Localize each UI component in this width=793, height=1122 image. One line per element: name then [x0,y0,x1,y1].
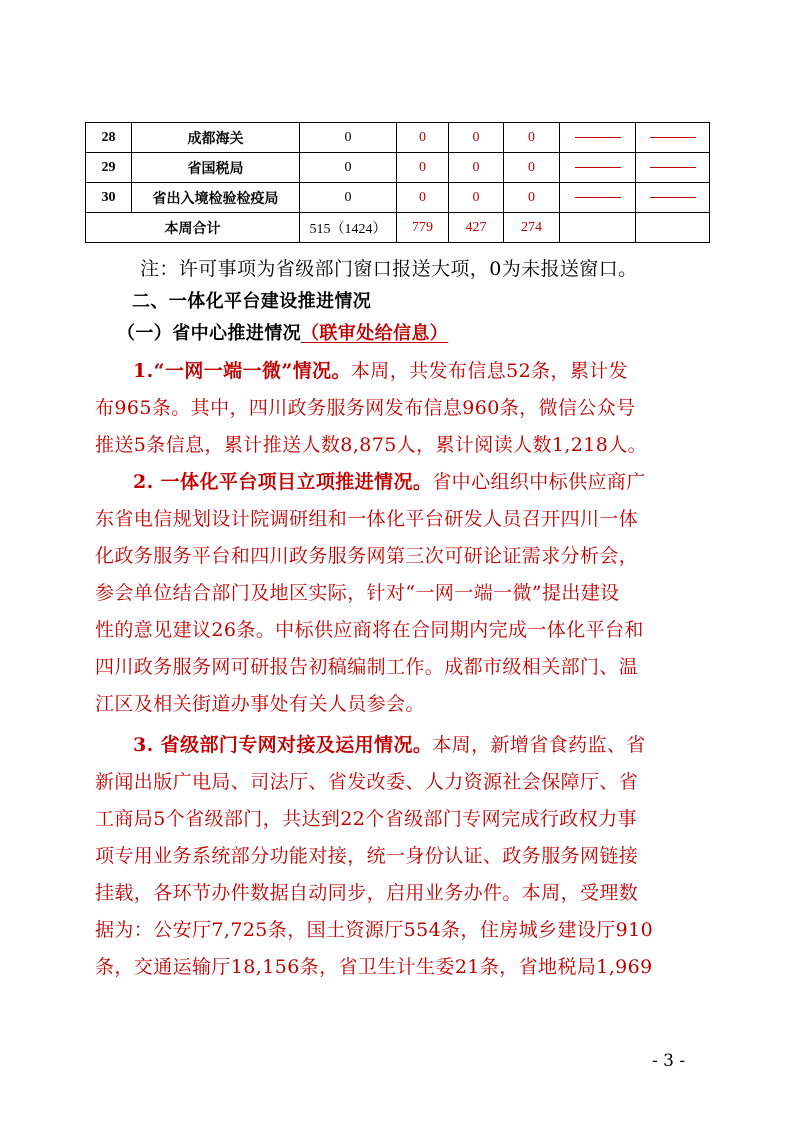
paragraph-3-line: 工商局5个省级部门，共达到22个省级部门专网完成行政权力事 [95,808,637,830]
row-number: 29 [86,153,132,183]
cell-count: 0 [449,183,504,213]
row-number: 30 [86,183,132,213]
paragraph-1-line [133,359,628,383]
paragraph-2-line: 化政务服务平台和四川政务服务网第三次可研论证需求分析会， [95,545,639,567]
paragraph-3-text: 本周，新增省食药监、省 [432,734,646,756]
paragraph-3-line: 项专用业务系统部分功能对接，统一身份认证、政务服务网链接 [95,845,639,867]
cell-count: 0 [397,153,449,183]
subsection-title: （一）省中心推进情况 [117,323,301,344]
subsection-source: （联审处给信息） [301,323,449,344]
paragraph-1-title: 1.“一网一端一微”情况。 [133,360,351,382]
paragraph-2-text: 省中心组织中标供应商广 [432,471,646,493]
cell-dash [636,153,710,183]
cell-count: 0 [504,153,560,183]
cell-count: 0 [449,153,504,183]
cell-dash [636,123,710,153]
page-number: - 3 - [652,1051,686,1071]
dash-mark [575,137,621,138]
dash-mark [575,167,621,168]
total-count: 779 [397,213,449,243]
total-label: 本周合计 [86,213,300,243]
dash-mark [650,137,696,138]
paragraph-2-line: 东省电信规划设计院调研组和一体化平台研发人员召开四川一体 [95,508,639,530]
paragraph-3-title: 3. 省级部门专网对接及运用情况。 [133,734,433,756]
department-name: 省出入境检验检疫局 [132,183,300,213]
paragraph-3-line: 挂载，各环节办件数据自动同步，启用业务办件。本周，受理数 [95,882,639,904]
department-name: 省国税局 [132,153,300,183]
total-count: 515（1424） [300,213,397,243]
total-count: 427 [449,213,504,243]
cell-count: 0 [300,153,397,183]
paragraph-1-line: 推送5条信息，累计推送人数8,875人，累计阅读人数1,218人。 [95,434,648,456]
subsection-heading [117,322,448,346]
paragraph-3-line: 据为：公安厅7,725条，国土资源厅554条，住房城乡建设厅910 [95,919,654,941]
dash-mark [650,167,696,168]
table-note: 注：许可事项为省级部门窗口报送大项，0为未报送窗口。 [140,258,638,280]
cell-count: 0 [504,183,560,213]
paragraph-2-line [133,470,646,494]
data-table [85,122,710,243]
cell-dash [636,183,710,213]
paragraph-1-text: 本周，共发布信息52条，累计发 [350,360,629,382]
cell-dash [560,183,636,213]
paragraph-3-line: 新闻出版广电局、司法厅、省发改委、人力资源社会保障厅、省 [95,771,639,793]
total-empty [560,213,636,243]
total-empty [636,213,710,243]
row-number: 28 [86,123,132,153]
cell-dash [560,153,636,183]
paragraph-1-line: 布965条。其中，四川政务服务网发布信息960条，微信公众号 [95,397,636,419]
table-row [86,183,710,213]
paragraph-2-line: 性的意见建议26条。中标供应商将在合同期内完成一体化平台和 [95,619,644,641]
paragraph-3-line [133,733,646,757]
cell-dash [560,123,636,153]
paragraph-2-line: 江区及相关街道办事处有关人员参会。 [95,693,425,715]
cell-count: 0 [397,123,449,153]
dash-mark [575,197,621,198]
department-name: 成都海关 [132,123,300,153]
paragraph-2-title: 2. 一体化平台项目立项推进情况。 [133,471,433,493]
cell-count: 0 [300,123,397,153]
table-row [86,153,710,183]
total-count: 274 [504,213,560,243]
table-total-row [86,213,710,243]
table-row [86,123,710,153]
section-heading: 二、一体化平台建设推进情况 [132,291,372,312]
paragraph-2-line: 参会单位结合部门及地区实际，针对“一网一端一微”提出建设 [95,582,620,604]
cell-count: 0 [300,183,397,213]
cell-count: 0 [449,123,504,153]
cell-count: 0 [397,183,449,213]
cell-count: 0 [504,123,560,153]
dash-mark [650,197,696,198]
paragraph-3-line: 条，交通运输厅18,156条，省卫生计生委21条，省地税局1,969 [95,956,653,978]
paragraph-2-line: 四川政务服务网可研报告初稿编制工作。成都市级相关部门、温 [95,656,639,678]
